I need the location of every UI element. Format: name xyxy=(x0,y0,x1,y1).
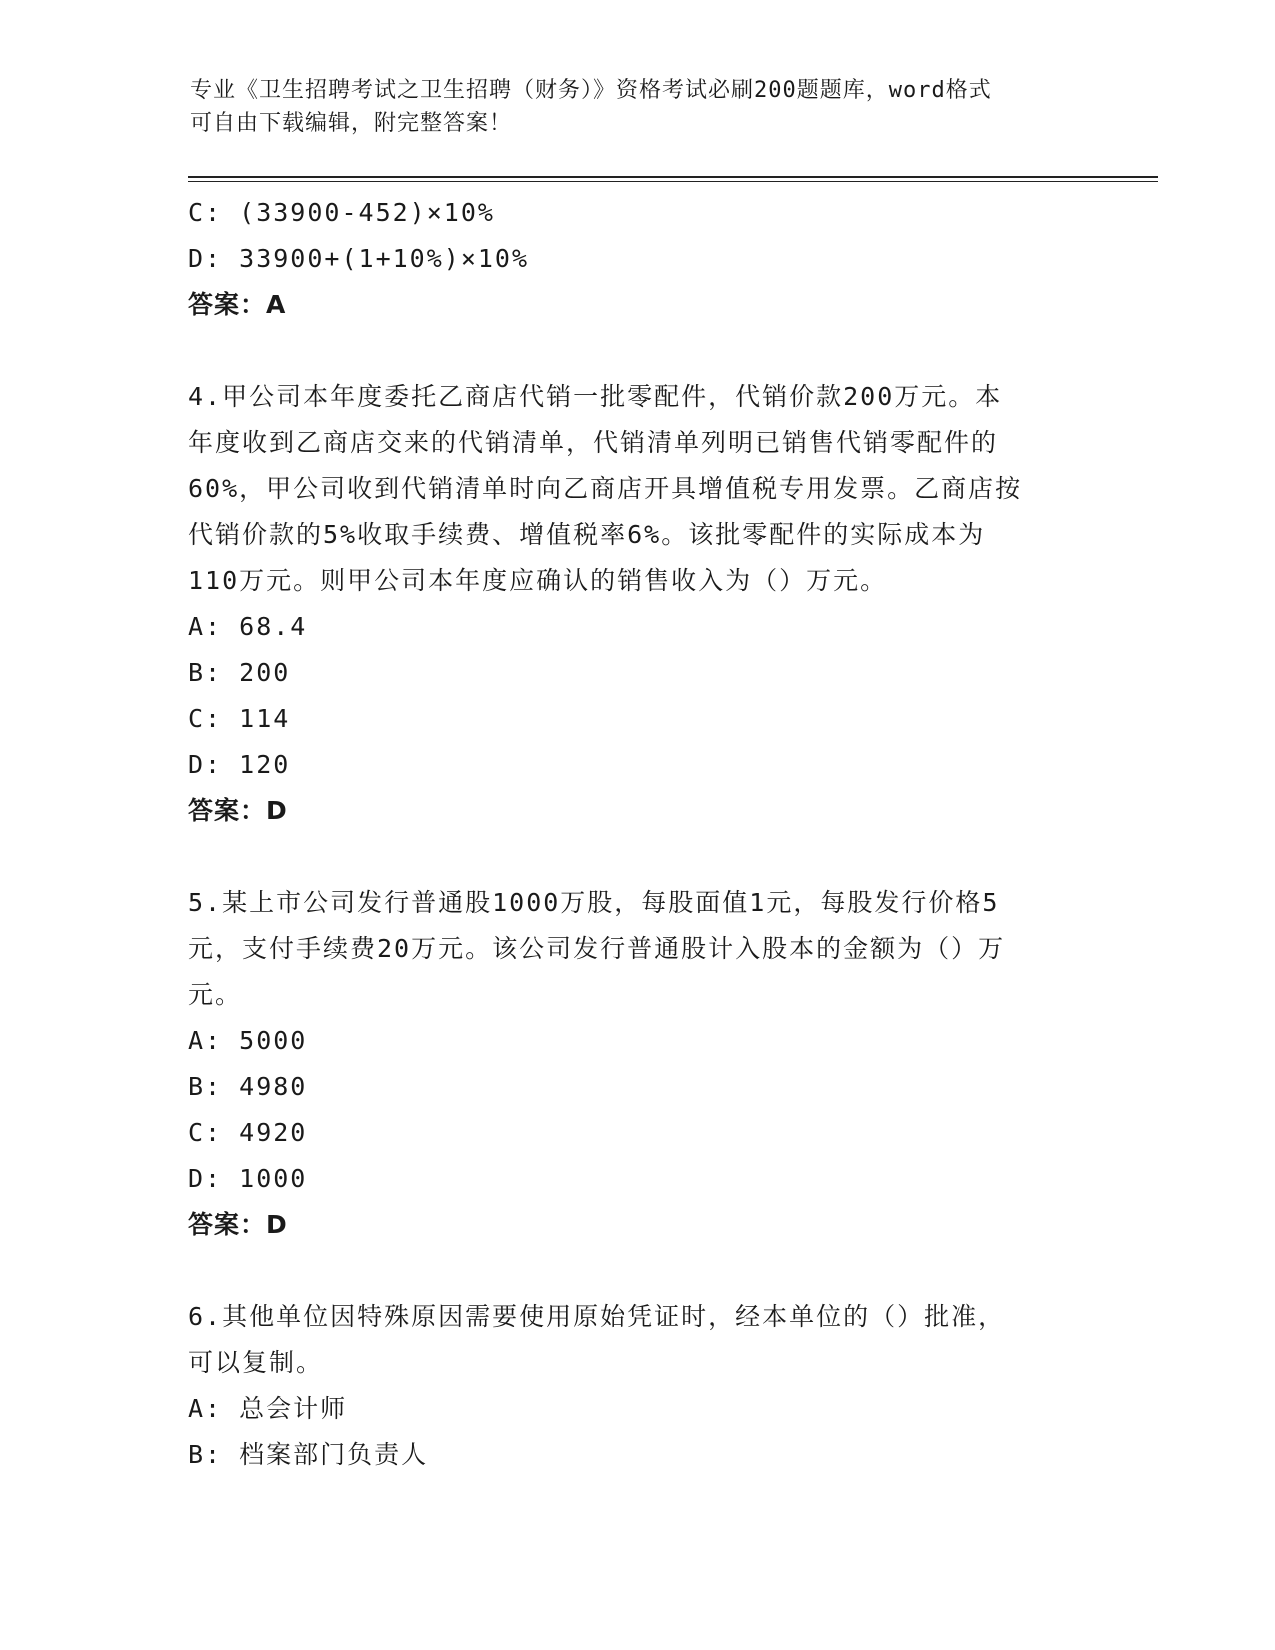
option-a: A: 5000 xyxy=(188,1026,308,1055)
question-5 xyxy=(188,880,1088,1248)
question-stem-line: 60%，甲公司收到代销清单时向乙商店开具增值税专用发票。乙商店按 xyxy=(188,474,1023,503)
answer-label: 答案：D xyxy=(188,1210,288,1239)
option-d: D: 120 xyxy=(188,750,291,779)
question-stem-line: 可以复制。 xyxy=(188,1348,324,1377)
option-d: D: 1000 xyxy=(188,1164,308,1193)
question-stem-line: 110万元。则甲公司本年度应确认的销售收入为（）万元。 xyxy=(188,566,888,595)
question-stem-line: 5.某上市公司发行普通股1000万股，每股面值1元，每股发行价格5 xyxy=(188,888,1000,917)
question-4 xyxy=(188,374,1088,834)
question-stem-line: 元，支付手续费20万元。该公司发行普通股计入股本的金额为（）万 xyxy=(188,934,1006,963)
option-c: C: (33900-452)×10% xyxy=(188,198,495,227)
option-a: A: 68.4 xyxy=(188,612,308,641)
answer-label: 答案：A xyxy=(188,290,287,319)
option-a: A: 总会计师 xyxy=(188,1394,348,1423)
header-rule-thick xyxy=(188,176,1158,178)
document-body xyxy=(188,190,1088,1478)
option-c: C: 4920 xyxy=(188,1118,308,1147)
option-b: B: 200 xyxy=(188,658,291,687)
question-stem-line: 年度收到乙商店交来的代销清单，代销清单列明已销售代销零配件的 xyxy=(188,428,999,457)
spacer xyxy=(188,328,1088,374)
spacer xyxy=(188,1248,1088,1294)
option-b: B: 档案部门负责人 xyxy=(188,1440,429,1469)
header-line-1: 专业《卫生招聘考试之卫生招聘（财务）》资格考试必刷200题题库，word格式 xyxy=(190,78,992,103)
option-c: C: 114 xyxy=(188,704,291,733)
question-stem-line: 代销价款的5%收取手续费、增值税率6%。该批零配件的实际成本为 xyxy=(188,520,986,549)
question-stem-line: 元。 xyxy=(188,980,243,1009)
question-stem-line: 4.甲公司本年度委托乙商店代销一批零配件，代销价款200万元。本 xyxy=(188,382,1003,411)
document-header xyxy=(190,74,1090,140)
question-6 xyxy=(188,1294,1088,1478)
option-b: B: 4980 xyxy=(188,1072,308,1101)
answer-label: 答案：D xyxy=(188,796,288,825)
header-line-2: 可自由下载编辑，附完整答案！ xyxy=(190,111,513,136)
question-3-tail xyxy=(188,190,1088,328)
question-stem-line: 6.其他单位因特殊原因需要使用原始凭证时，经本单位的（）批准， xyxy=(188,1302,1006,1331)
option-d: D: 33900+(1+10%)×10% xyxy=(188,244,530,273)
header-rule-thin xyxy=(188,181,1158,182)
spacer xyxy=(188,834,1088,880)
